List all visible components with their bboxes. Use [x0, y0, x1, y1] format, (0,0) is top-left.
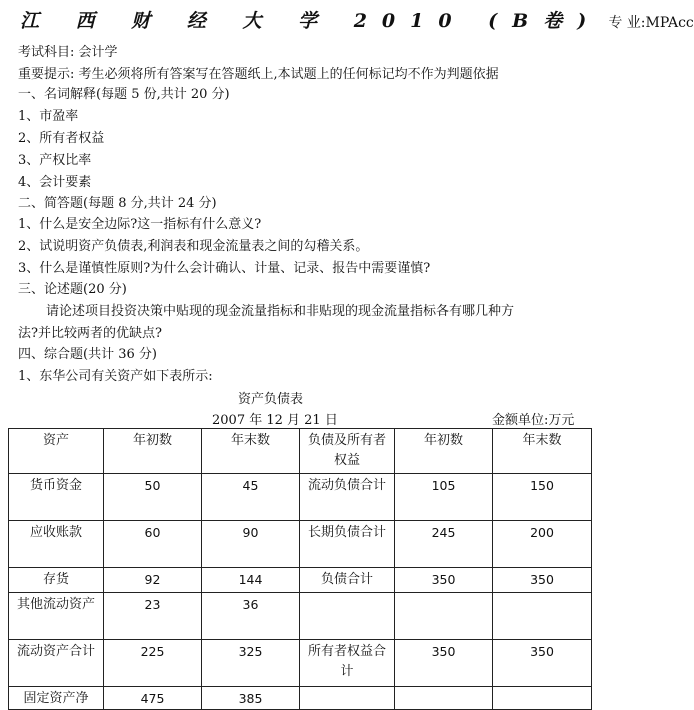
table-cell: 负债合计 — [300, 568, 395, 593]
table-cell: 105 — [395, 474, 493, 521]
section1-heading: 一、名词解释(每题 5 份,共计 20 分) — [18, 87, 230, 102]
table-cell: 350 — [395, 568, 493, 593]
table-row — [9, 474, 592, 521]
exam-subject: 考试科目: 会计学 — [18, 45, 118, 60]
exam-title: 江 西 财 经 大 学 2010 (B卷) — [20, 10, 602, 32]
table-row — [9, 521, 592, 568]
table-cell: 50 — [104, 474, 202, 521]
exam-major: 专 业:MPAcc — [608, 15, 694, 31]
table-cell — [395, 687, 493, 710]
table-cell: 350 — [395, 640, 493, 687]
section1-item: 1、市盈率 — [18, 109, 79, 124]
table-row — [9, 568, 592, 593]
table-cell — [300, 593, 395, 640]
table-title: 资产负债表 — [238, 392, 304, 407]
header-cell: 年初数 — [104, 429, 202, 474]
table-cell: 92 — [104, 568, 202, 593]
table-cell: 存货 — [9, 568, 104, 593]
section4-question1: 1、东华公司有关资产如下表所示: — [18, 369, 213, 384]
table-cell: 固定资产净 — [9, 687, 104, 710]
table-row — [9, 593, 592, 640]
table-cell — [395, 593, 493, 640]
table-cell: 90 — [202, 521, 300, 568]
table-cell: 60 — [104, 521, 202, 568]
section3-body-line1: 请论述项目投资决策中贴现的现金流量指标和非贴现的现金流量指标各有哪几种方 — [46, 304, 515, 319]
table-cell — [300, 687, 395, 710]
exam-title-line — [20, 6, 694, 34]
table-cell: 225 — [104, 640, 202, 687]
table-header-row — [9, 429, 592, 474]
table-cell: 45 — [202, 474, 300, 521]
header-cell: 负债及所有者权益 — [300, 429, 395, 474]
table-cell: 475 — [104, 687, 202, 710]
table-date: 2007 年 12 月 21 日 — [212, 413, 338, 428]
table-cell: 应收账款 — [9, 521, 104, 568]
table-cell: 385 — [202, 687, 300, 710]
table-row — [9, 640, 592, 687]
table-cell: 长期负债合计 — [300, 521, 395, 568]
table-cell: 36 — [202, 593, 300, 640]
section2-heading: 二、简答题(每题 8 分,共计 24 分) — [18, 196, 217, 211]
section2-item: 1、什么是安全边际?这一指标有什么意义? — [18, 217, 262, 232]
table-cell: 245 — [395, 521, 493, 568]
table-cell: 所有者权益合计 — [300, 640, 395, 687]
table-cell: 流动负债合计 — [300, 474, 395, 521]
table-cell: 200 — [493, 521, 592, 568]
table-cell — [493, 687, 592, 710]
table-row — [9, 687, 592, 710]
section2-item: 3、什么是谨慎性原则?为什么会计确认、计量、记录、报告中需要谨慎? — [18, 261, 431, 276]
section1-item: 2、所有者权益 — [18, 131, 105, 146]
section4-heading: 四、综合题(共计 36 分) — [18, 347, 157, 362]
section3-heading: 三、论述题(20 分) — [18, 282, 127, 297]
table-unit: 金额单位:万元 — [492, 413, 575, 428]
header-cell: 年末数 — [493, 429, 592, 474]
table-cell: 23 — [104, 593, 202, 640]
table-cell: 流动资产合计 — [9, 640, 104, 687]
table-cell — [493, 593, 592, 640]
table-cell: 144 — [202, 568, 300, 593]
header-cell: 年末数 — [202, 429, 300, 474]
balance-sheet-table — [8, 428, 592, 710]
section2-item: 2、试说明资产负债表,利润表和现金流量表之间的勾稽关系。 — [18, 239, 369, 254]
header-cell: 资产 — [9, 429, 104, 474]
table-cell: 325 — [202, 640, 300, 687]
table-cell: 其他流动资产 — [9, 593, 104, 640]
table-cell: 货币资金 — [9, 474, 104, 521]
table-cell: 150 — [493, 474, 592, 521]
section3-body-line2: 法?并比较两者的优缺点? — [18, 326, 162, 341]
section1-item: 3、产权比率 — [18, 153, 92, 168]
exam-notice: 重要提示: 考生必须将所有答案写在答题纸上,本试题上的任何标记均不作为判题依据 — [18, 67, 499, 82]
section1-item: 4、会计要素 — [18, 175, 92, 190]
header-cell: 年初数 — [395, 429, 493, 474]
table-cell: 350 — [493, 568, 592, 593]
table-cell: 350 — [493, 640, 592, 687]
